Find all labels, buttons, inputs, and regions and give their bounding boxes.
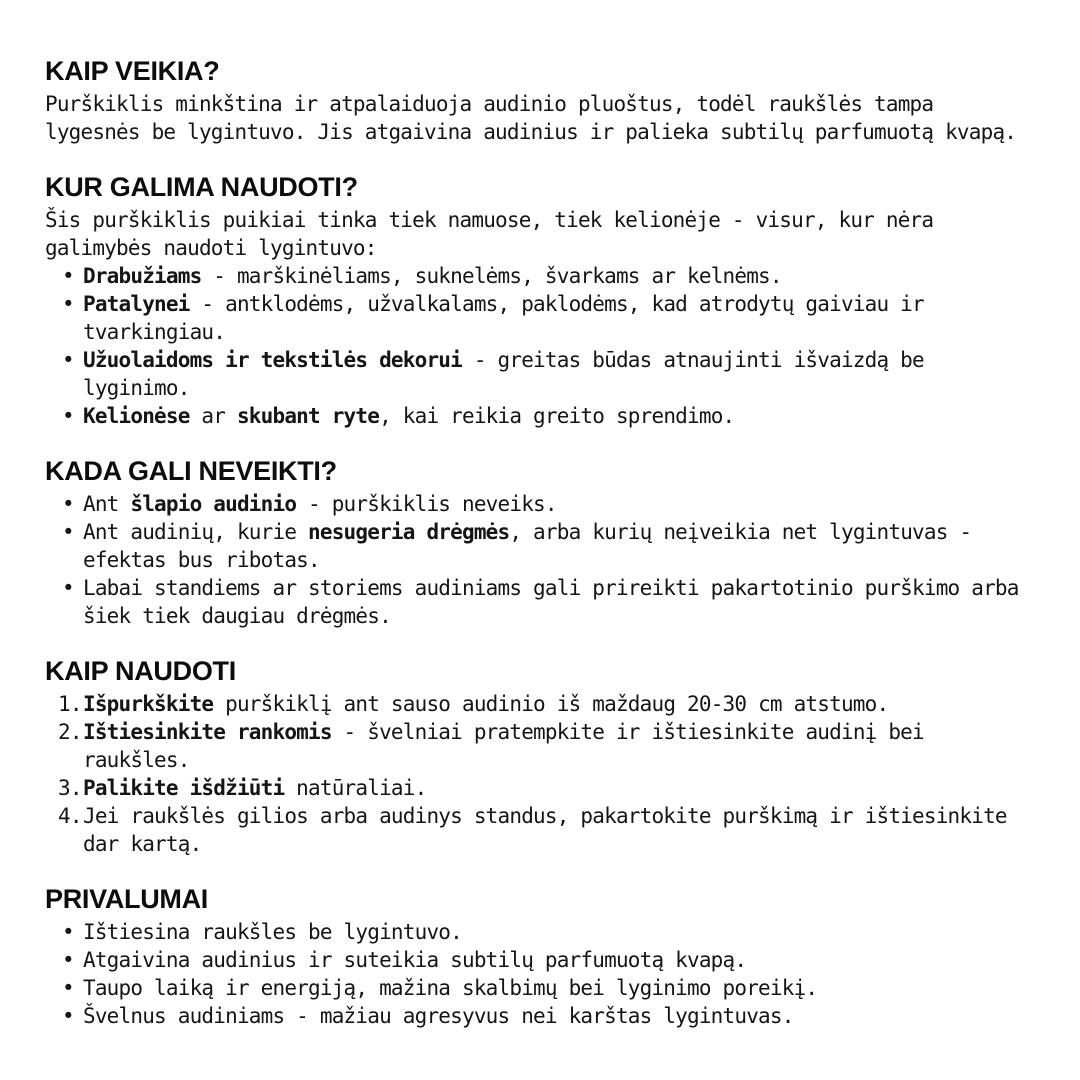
section-heading: KUR GALIMA NAUDOTI? (45, 172, 358, 202)
instructions-list (45, 690, 1035, 858)
list-item-text: Ištiesinkite rankomis - švelniai pratempkite ir ištiesinkite audinį bei raukšles. (83, 720, 924, 772)
list-number: 3. (58, 776, 82, 800)
bullet-icon: • (62, 348, 74, 372)
list-item (45, 518, 1035, 574)
list-item (45, 574, 1035, 630)
section-kaip-naudoti (45, 658, 1035, 858)
bullet-icon: • (62, 520, 74, 544)
bullet-icon: • (62, 264, 74, 288)
list-number: 1. (58, 692, 82, 716)
list-item-text: Palikite išdžiūti natūraliai. (83, 776, 427, 800)
section-heading: KAIP NAUDOTI (45, 656, 236, 686)
list-item-text: Išpurkškite purškiklį ant sauso audinio iš maždaug 20-30 cm atstumo. (83, 692, 889, 716)
list-item-text: Labai standiems ar storiems audiniams gali prireikti pakartotinio purškimo arba šiek tiek daugiau drėgmės. (83, 576, 1019, 628)
list-item-text: Drabužiams - marškinėliams, suknelėms, švarkams ar kelnėms. (83, 264, 782, 288)
section-heading: KAIP VEIKIA? (45, 56, 220, 86)
list-item-text: Jei raukšlės gilios arba audinys standus, pakartokite purškimą ir ištiesinkite dar kartą. (83, 804, 1007, 856)
list-item-text: Taupo laiką ir energiją, mažina skalbimų bei lyginimo poreikį. (83, 976, 818, 1000)
bullet-icon: • (62, 292, 74, 316)
list-item-text: Švelnus audiniams - mažiau agresyvus nei karštas lygintuvas. (83, 1004, 794, 1028)
list-item (45, 490, 1035, 518)
bullet-icon: • (62, 976, 74, 1000)
section-heading: PRIVALUMAI (45, 884, 208, 914)
list-item-text: Ant šlapio audinio - purškiklis neveiks. (83, 492, 557, 516)
list-item-text: Kelionėse ar skubant ryte, kai reikia greito sprendimo. (83, 404, 735, 428)
bullet-icon: • (62, 1004, 74, 1028)
list-item (45, 774, 1035, 802)
list-item (45, 402, 1035, 430)
benefits-list (45, 918, 1035, 1030)
section-paragraph: Purškiklis minkština ir atpalaiduoja audinio pluoštus, todėl raukšlės tampa lygesnės be lygintuvo. Jis atgaivina audinius ir palieka subtilų parfumuotą kvapą. (45, 92, 1017, 144)
bullet-icon: • (62, 576, 74, 600)
section-kaip-veikia (45, 58, 1035, 146)
limitations-list (45, 490, 1035, 630)
list-item (45, 1002, 1035, 1030)
list-item (45, 690, 1035, 718)
list-item (45, 918, 1035, 946)
list-item-text: Patalynei - antklodėms, užvalkalams, paklodėms, kad atrodytų gaiviau ir tvarkingiau. (83, 292, 924, 344)
list-item-text: Ant audinių, kurie nesugeria drėgmės, arba kurių neįveikia net lygintuvas - efektas bus ribotas. (83, 520, 972, 572)
list-number: 4. (58, 804, 82, 828)
section-heading: KADA GALI NEVEIKTI? (45, 456, 337, 486)
section-kur-galima-naudoti (45, 174, 1035, 430)
list-number: 2. (58, 720, 82, 744)
list-item-text: Atgaivina audinius ir suteikia subtilų parfumuotą kvapą. (83, 948, 747, 972)
bullet-icon: • (62, 948, 74, 972)
list-item (45, 718, 1035, 774)
list-item (45, 946, 1035, 974)
list-item (45, 290, 1035, 346)
bullet-icon: • (62, 492, 74, 516)
bullet-icon: • (62, 404, 74, 428)
section-kada-gali-neveikti (45, 458, 1035, 630)
section-privalumai (45, 886, 1035, 1030)
list-item (45, 262, 1035, 290)
usage-locations-list (45, 262, 1035, 430)
bullet-icon: • (62, 920, 74, 944)
list-item (45, 802, 1035, 858)
list-item-text: Ištiesina raukšles be lygintuvo. (83, 920, 462, 944)
section-paragraph: Šis purškiklis puikiai tinka tiek namuose, tiek kelionėje - visur, kur nėra galimybės naudoti lygintuvo: (45, 208, 934, 260)
list-item-text: Užuolaidoms ir tekstilės dekorui - greitas būdas atnaujinti išvaizdą be lyginimo. (83, 348, 924, 400)
list-item (45, 974, 1035, 1002)
list-item (45, 346, 1035, 402)
